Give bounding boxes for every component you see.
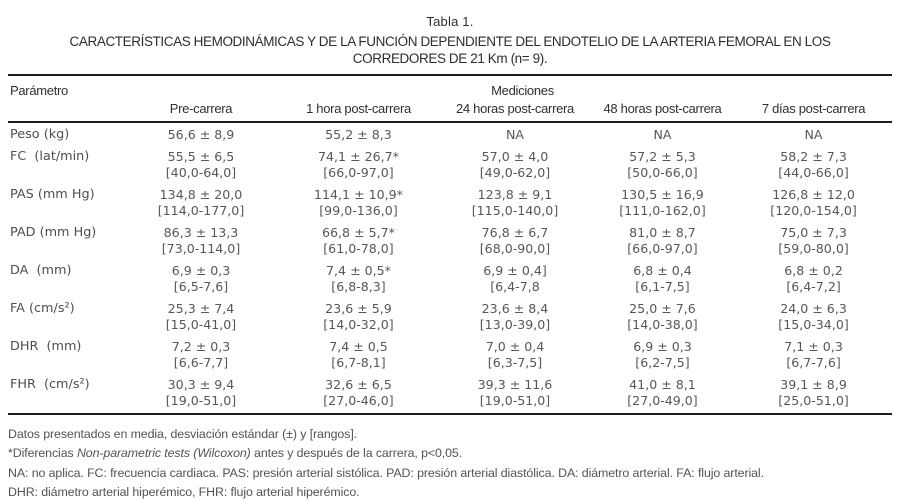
row-label: PAD (mm Hg) bbox=[10, 224, 97, 240]
column-header-pre-carrera: Pre-carrera bbox=[169, 100, 233, 116]
cell-value: 6,9 ± 0,4] bbox=[483, 262, 547, 278]
cell-range: [6,2-7,5] bbox=[635, 355, 690, 370]
column-header-24-horas: 24 horas post-carrera bbox=[456, 100, 574, 116]
table-row bbox=[8, 122, 892, 147]
cell-range: [115,0-140,0] bbox=[471, 203, 559, 218]
footnote-line-1: Datos presentados en media, desviación estándar (±) y [rangos]. bbox=[8, 426, 358, 441]
cell-value: 24,0 ± 6,3 bbox=[780, 300, 847, 316]
data-cell bbox=[125, 185, 277, 223]
cell-range: [68,0-90,0] bbox=[479, 241, 551, 256]
data-cell bbox=[277, 223, 440, 261]
caption-line-1: CARACTERÍSTICAS HEMODINÁMICAS Y DE LA FUNCIÓN DEPENDIENTE DEL ENDOTELIO DE LA ARTERIA FEMORAL EN LOS bbox=[69, 34, 831, 49]
cell-value: 25,0 ± 7,6 bbox=[629, 300, 696, 316]
cell-range: [15,0-34,0] bbox=[778, 317, 849, 332]
cell-value: 74,1 ± 26,7* bbox=[318, 148, 399, 164]
cell-value: 7,4 ± 0,5* bbox=[326, 262, 391, 278]
cell-value: 23,6 ± 5,9 bbox=[325, 300, 392, 316]
cell-value: 6,8 ± 0,4 bbox=[633, 262, 692, 278]
table-row bbox=[8, 375, 892, 414]
cell-value: 66,8 ± 5,7* bbox=[322, 224, 395, 240]
cell-value: 23,6 ± 8,4 bbox=[481, 300, 549, 316]
cell-value: 7,1 ± 0,3 bbox=[784, 338, 843, 354]
cell-range: [6,5-7,6] bbox=[173, 279, 229, 294]
cell-value: 6,9 ± 0,3 bbox=[171, 262, 231, 278]
cell-range: [27,0-49,0] bbox=[627, 393, 698, 408]
data-cell bbox=[277, 375, 440, 414]
cell-value: 39,3 ± 11,6 bbox=[477, 376, 553, 392]
data-cell bbox=[277, 337, 440, 375]
data-cell bbox=[125, 147, 277, 185]
data-cell bbox=[735, 261, 892, 299]
cell-value: 76,8 ± 6,7 bbox=[481, 224, 549, 240]
data-cell bbox=[590, 122, 735, 147]
cell-value: 55,2 ± 8,3 bbox=[325, 127, 392, 142]
cell-value: 57,2 ± 5,3 bbox=[629, 148, 696, 164]
data-cell bbox=[735, 122, 892, 147]
cell-range: [27,0-46,0] bbox=[323, 393, 394, 408]
cell-value: 30,3 ± 9,4 bbox=[167, 376, 235, 392]
data-cell bbox=[440, 375, 590, 414]
data-cell bbox=[440, 147, 590, 185]
data-cell bbox=[590, 337, 735, 375]
data-cell bbox=[277, 261, 440, 299]
data-cell bbox=[125, 337, 277, 375]
cell-range: [49,0-62,0] bbox=[479, 165, 551, 180]
data-cell bbox=[440, 261, 590, 299]
cell-range: [66,0-97,0] bbox=[323, 165, 394, 180]
table-row bbox=[8, 223, 892, 261]
cell-value: 86,3 ± 13,3 bbox=[163, 224, 239, 240]
column-header-48-horas: 48 horas post-carrera bbox=[603, 100, 722, 116]
data-cell bbox=[590, 185, 735, 223]
data-cell bbox=[125, 122, 277, 147]
cell-value: 39,1 ± 8,9 bbox=[780, 376, 847, 392]
data-cell bbox=[125, 299, 277, 337]
footnote-line-4: DHR: diámetro arterial hiperémico, FHR: flujo arterial hiperémico. bbox=[8, 485, 360, 499]
data-cell bbox=[735, 147, 892, 185]
data-cell bbox=[590, 375, 735, 414]
caption-line-2: CORREDORES DE 21 Km (n= 9). bbox=[352, 51, 548, 66]
data-cell bbox=[735, 375, 892, 414]
data-cell bbox=[590, 261, 735, 299]
cell-value: 123,8 ± 9,1 bbox=[477, 186, 553, 202]
cell-value: 41,0 ± 8,1 bbox=[629, 376, 696, 392]
cell-value: 32,6 ± 6,5 bbox=[325, 376, 392, 392]
column-header-7-dias: 7 días post-carrera bbox=[761, 100, 866, 116]
cell-value: 25,3 ± 7,4 bbox=[167, 300, 235, 316]
data-cell bbox=[440, 299, 590, 337]
cell-value: NA bbox=[653, 127, 672, 142]
cell-value: 114,1 ± 10,9* bbox=[314, 186, 403, 202]
cell-range: [120,0-154,0] bbox=[770, 203, 857, 218]
cell-value: 7,0 ± 0,4 bbox=[485, 338, 545, 354]
cell-range: [6,4-7,8 bbox=[490, 279, 540, 294]
cell-value: 58,2 ± 7,3 bbox=[780, 148, 847, 164]
cell-range: [25,0-51,0] bbox=[778, 393, 849, 408]
data-cell bbox=[735, 185, 892, 223]
cell-value: 126,8 ± 12,0 bbox=[772, 186, 855, 202]
cell-value: 7,2 ± 0,3 bbox=[171, 338, 231, 354]
cell-range: [66,0-97,0] bbox=[627, 241, 698, 256]
row-label: Peso (kg) bbox=[10, 127, 70, 142]
cell-value: 57,0 ± 4,0 bbox=[481, 148, 549, 164]
data-cell bbox=[590, 223, 735, 261]
data-cell bbox=[125, 223, 277, 261]
cell-range: [50,0-66,0] bbox=[627, 165, 698, 180]
footnote-line-3: NA: no aplica. FC: frecuencia cardiaca. PAS: presión arterial sistólica. PAD: presión arterial diastólica. DA: diámetro arterial. FA: flujo arterial. bbox=[8, 465, 764, 480]
table-row bbox=[8, 261, 892, 299]
table-row bbox=[8, 185, 892, 223]
footnote-2-suffix: antes y después de la carrera, p<0,05. bbox=[250, 446, 463, 460]
footnote-2-italic: Non-parametric tests (Wilcoxon) bbox=[76, 446, 251, 460]
data-cell bbox=[735, 223, 892, 261]
data-table bbox=[8, 74, 892, 415]
cell-range: [44,0-66,0] bbox=[778, 165, 849, 180]
data-cell bbox=[440, 337, 590, 375]
cell-value: 81,0 ± 8,7 bbox=[629, 224, 696, 240]
footnote-line-2 bbox=[8, 444, 892, 464]
cell-range: [14,0-38,0] bbox=[627, 317, 698, 332]
cell-range: [19,0-51,0] bbox=[479, 393, 551, 408]
table-row bbox=[8, 337, 892, 375]
data-cell bbox=[125, 261, 277, 299]
data-cell bbox=[735, 337, 892, 375]
data-cell bbox=[440, 223, 590, 261]
param-header: Parámetro bbox=[10, 82, 68, 98]
cell-range: [40,0-64,0] bbox=[165, 165, 237, 180]
data-cell bbox=[277, 122, 440, 147]
cell-range: [19,0-51,0] bbox=[165, 393, 237, 408]
cell-range: [61,0-78,0] bbox=[323, 241, 394, 256]
row-label: FHR (cm/s²) bbox=[10, 376, 90, 392]
cell-value: NA bbox=[804, 127, 823, 142]
cell-value: 56,6 ± 8,9 bbox=[167, 127, 235, 142]
cell-range: [6,1-7,5] bbox=[635, 279, 690, 294]
cell-range: [6,4-7,2] bbox=[786, 279, 841, 294]
data-cell bbox=[590, 299, 735, 337]
row-label: DHR (mm) bbox=[10, 338, 82, 354]
footnote-2-prefix: *Diferencias bbox=[8, 446, 77, 460]
table-title: Tabla 1. bbox=[426, 14, 474, 29]
row-label: PAS (mm Hg) bbox=[10, 186, 95, 202]
cell-range: [111,0-162,0] bbox=[619, 203, 706, 218]
cell-range: [14,0-32,0] bbox=[323, 317, 394, 332]
row-label: FC (lat/min) bbox=[10, 148, 90, 164]
mediciones-header: Mediciones bbox=[491, 82, 554, 98]
row-label: FA (cm/s²) bbox=[10, 300, 75, 316]
cell-range: [114,0-177,0] bbox=[157, 203, 245, 218]
cell-range: [13,0-39,0] bbox=[479, 317, 551, 332]
cell-value: 134,8 ± 20,0 bbox=[159, 186, 243, 202]
table-caption bbox=[8, 33, 892, 67]
cell-value: 6,8 ± 0,2 bbox=[784, 262, 843, 278]
data-cell bbox=[277, 185, 440, 223]
empty-header-cell bbox=[8, 99, 125, 122]
data-cell bbox=[277, 299, 440, 337]
header-row-columns bbox=[8, 99, 892, 122]
footnotes bbox=[8, 425, 892, 503]
table-row bbox=[8, 147, 892, 185]
cell-value: 75,0 ± 7,3 bbox=[780, 224, 847, 240]
cell-range: [73,0-114,0] bbox=[161, 241, 241, 256]
cell-range: [6,3-7,5] bbox=[487, 355, 543, 370]
cell-value: 6,9 ± 0,3 bbox=[633, 338, 692, 354]
data-cell bbox=[440, 185, 590, 223]
cell-value: 7,4 ± 0,5 bbox=[329, 338, 388, 354]
cell-range: [15,0-41,0] bbox=[165, 317, 237, 332]
data-cell bbox=[440, 122, 590, 147]
table-header bbox=[8, 75, 892, 122]
header-row-groups bbox=[8, 75, 892, 99]
table-body bbox=[8, 122, 892, 414]
cell-value: 130,5 ± 16,9 bbox=[621, 186, 704, 202]
cell-range: [99,0-136,0] bbox=[319, 203, 398, 218]
data-cell bbox=[125, 375, 277, 414]
cell-range: [6,8-8,3] bbox=[331, 279, 386, 294]
data-cell bbox=[277, 147, 440, 185]
column-header-1-hora: 1 hora post-carrera bbox=[306, 100, 411, 116]
cell-range: [6,7-7,6] bbox=[786, 355, 841, 370]
cell-range: [6,7-8,1] bbox=[331, 355, 386, 370]
cell-range: [6,6-7,7] bbox=[173, 355, 229, 370]
row-label: DA (mm) bbox=[10, 262, 72, 278]
data-cell bbox=[590, 147, 735, 185]
data-cell bbox=[735, 299, 892, 337]
cell-value: 55,5 ± 6,5 bbox=[167, 148, 235, 164]
cell-value: NA bbox=[505, 127, 525, 142]
table-row bbox=[8, 299, 892, 337]
cell-range: [59,0-80,0] bbox=[778, 241, 849, 256]
